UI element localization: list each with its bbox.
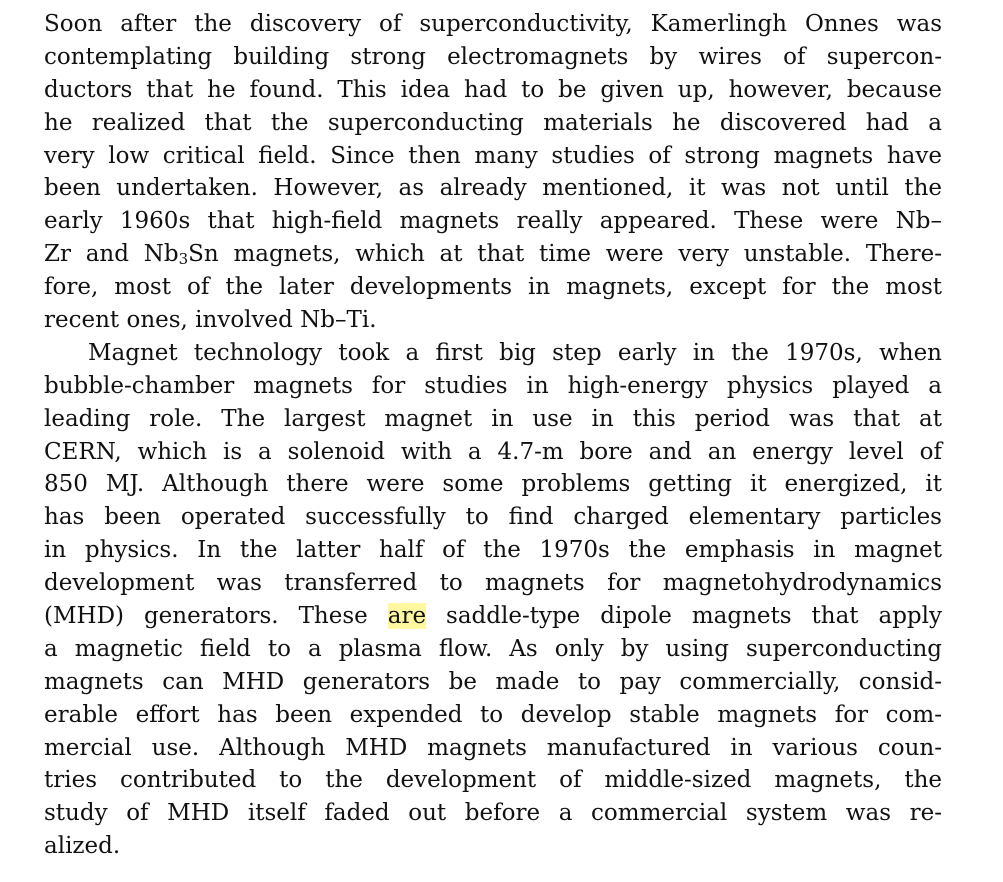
text-line: erable effort has been expended to develop stable magnets for com- — [44, 701, 942, 728]
text-line: ductors that he found. This idea had to be given up, however, because — [44, 76, 942, 103]
text-line: mercial use. Although MHD magnets manufactured in various coun- — [44, 734, 942, 761]
paragraph-1 — [44, 8, 942, 337]
text-line: magnets can MHD generators be made to pay commercially, consid- — [44, 668, 942, 695]
text-line: Magnet technology took a first big step early in the 1970s, when — [88, 339, 942, 366]
text-line: contemplating building strong electromagnets by wires of supercon- — [44, 43, 942, 70]
text-line: been undertaken. However, as already mentioned, it was not until the — [44, 175, 942, 202]
text-segment: (MHD) generators. These — [44, 603, 388, 630]
text-line: bubble-chamber magnets for studies in high-energy physics played a — [44, 372, 942, 399]
text-line: alized. — [44, 833, 121, 860]
text-line: he realized that the superconducting materials he discovered had a — [44, 109, 942, 136]
text-line: Soon after the discovery of superconductivity, Kamerlingh Onnes was — [44, 11, 942, 37]
text-line: tries contributed to the development of middle-sized magnets, the — [44, 767, 942, 794]
text-line: 850 MJ. Although there were some problems getting it energized, it — [44, 471, 942, 498]
text-segment: saddle-type dipole magnets that apply — [426, 603, 942, 630]
text-line: has been operated successfully to find charged elementary particles — [44, 504, 942, 531]
paragraph-2 — [44, 337, 942, 863]
text-segment: Zr and Nb — [44, 241, 179, 268]
text-line: in physics. In the latter half of the 1970s the emphasis in magnet — [44, 537, 942, 564]
text-line — [44, 238, 942, 271]
highlighted-word: are — [387, 603, 427, 630]
text-line: recent ones, involved Nb–Ti. — [44, 307, 377, 334]
text-line: early 1960s that high-field magnets really appeared. These were Nb– — [44, 208, 942, 235]
text-line: CERN, which is a solenoid with a 4.7-m bore and an energy level of — [44, 438, 942, 465]
subscript: 3 — [178, 250, 189, 269]
text-line: a magnetic field to a plasma flow. As only by using superconducting — [44, 635, 942, 662]
text-line — [44, 600, 942, 633]
text-line: very low critical field. Since then many studies of strong magnets have — [44, 142, 942, 169]
text-line: development was transferred to magnets for magnetohydrodynamics — [44, 570, 942, 597]
document-page — [44, 8, 942, 863]
text-line: fore, most of the later developments in magnets, except for the most — [44, 274, 942, 301]
text-segment: Sn magnets, which at that time were very unstable. There- — [188, 241, 942, 268]
text-line: leading role. The largest magnet in use in this period was that at — [44, 405, 942, 432]
text-line: study of MHD itself faded out before a commercial system was re- — [44, 800, 942, 827]
